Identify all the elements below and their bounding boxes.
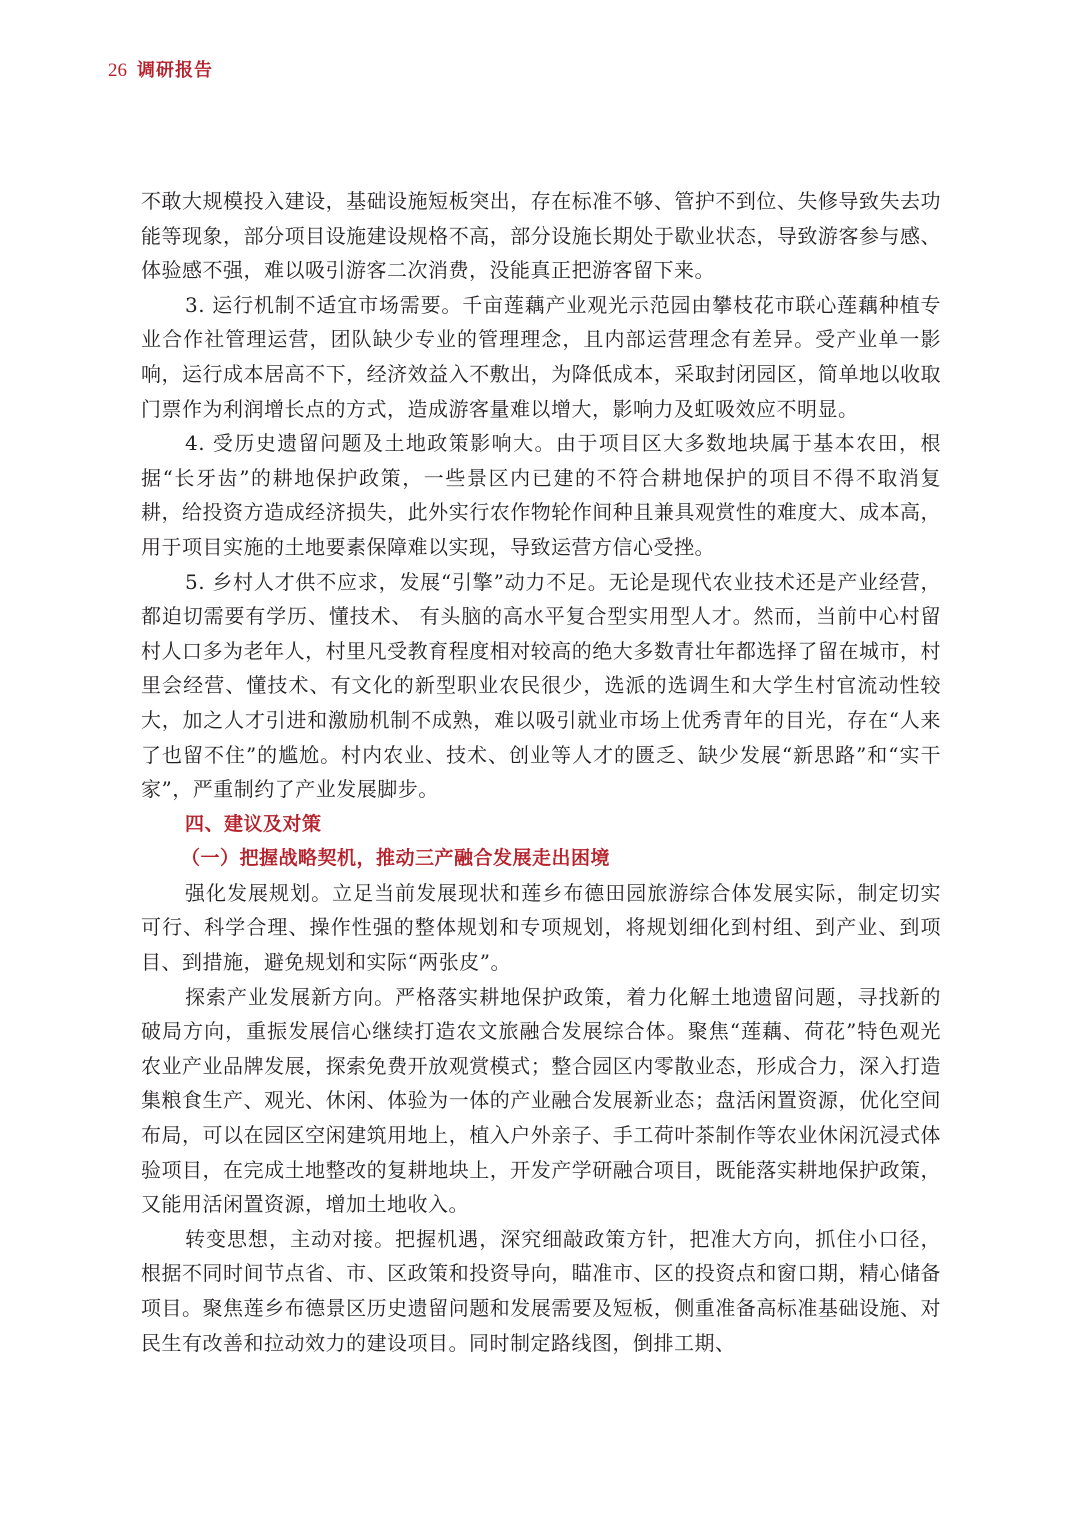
body-text xyxy=(141,184,941,1360)
paragraph-item-5: 5. 乡村人才供不应求，发展“引擎”动力不足。无论是现代农业技术还是产业经营，都迫切需要有学历、懂技术、 有头脑的高水平复合型实用型人才。然而，当前中心村留村人口多为老年人，村里凡受教育程度相对较高的绝大多数青壮年都选择了留在城市，村里会经营、懂技术、有文化的新型职业农民很少，选派的选调生和大学生村官流动性较大，加之人才引进和激励机制不成熟，难以吸引就业市场上优秀青年的目光，存在“人来了也留不住”的尴尬。村内农业、技术、创业等人才的匮乏、缺少发展“新思路”和“实干家”，严重制约了产业发展脚步。 xyxy=(141,569,941,802)
running-head xyxy=(108,56,213,82)
running-title: 调研报告 xyxy=(137,60,213,81)
paragraph-item-3: 3. 运行机制不适宜市场需要。千亩莲藕产业观光示范园由攀枝花市联心莲藕种植专业合作社管理运营，团队缺少专业的管理理念，且内部运营理念有差异。受产业单一影响，运行成本居高不下，经济效益入不敷出，为降低成本，采取封闭园区，简单地以收取门票作为利润增长点的方式，造成游客量难以增大，影响力及虹吸效应不明显。 xyxy=(141,292,941,421)
page-number: 26 xyxy=(108,60,127,81)
paragraph-continued: 不敢大规模投入建设，基础设施短板突出，存在标准不够、管护不到位、失修导致失去功能等现象，部分项目设施建设规格不高，部分设施长期处于歇业状态，导致游客参与感、体验感不强，难以吸引游客二次消费，没能真正把游客留下来。 xyxy=(141,189,941,283)
paragraph-new-direction: 探索产业发展新方向。严格落实耕地保护政策，着力化解土地遗留问题，寻找新的破局方向，重振发展信心继续打造农文旅融合发展综合体。聚焦“莲藕、荷花”特色观光农业产业品牌发展，探索免费开放观赏模式；整合园区内零散业态，形成合力，深入打造集粮食生产、观光、休闲、体验为一体的产业融合发展新业态；盘活闲置资源，优化空间布局，可以在园区空闲建筑用地上，植入户外亲子、手工荷叶茶制作等农业休闲沉浸式体验项目，在完成土地整改的复耕地块上，开发产学研融合项目，既能落实耕地保护政策，又能用活闲置资源，增加土地收入。 xyxy=(141,984,941,1217)
paragraph-planning: 强化发展规划。立足当前发展现状和莲乡布德田园旅游综合体发展实际，制定切实可行、科学合理、操作性强的整体规划和专项规划，将规划细化到村组、到产业、到项目、到措施，避免规划和实际“两张皮”。 xyxy=(141,880,941,975)
section-heading: 四、建议及对策 xyxy=(185,812,322,835)
subsection-heading: （一）把握战略契机，推动三产融合发展走出困境 xyxy=(181,847,611,870)
paragraph-mindset: 转变思想，主动对接。把握机遇，深究细敲政策方针，把准大方向，抓住小口径，根据不同时间节点省、市、区政策和投资导向，瞄准市、区的投资点和窗口期，精心储备项目。聚焦莲乡布德景区历史遗留问题和发展需要及短板，侧重准备高标准基础设施、对民生有改善和拉动效力的建设项目。同时制定路线图，倒排工期、 xyxy=(141,1226,941,1355)
paragraph-item-4: 4. 受历史遗留问题及土地政策影响大。由于项目区大多数地块属于基本农田，根据“长牙齿”的耕地保护政策，一些景区内已建的不符合耕地保护的项目不得不取消复耕，给投资方造成经济损失，此外实行农作物轮作间种且兼具观赏性的难度大、成本高，用于项目实施的土地要素保障难以实现，导致运营方信心受挫。 xyxy=(141,431,941,559)
